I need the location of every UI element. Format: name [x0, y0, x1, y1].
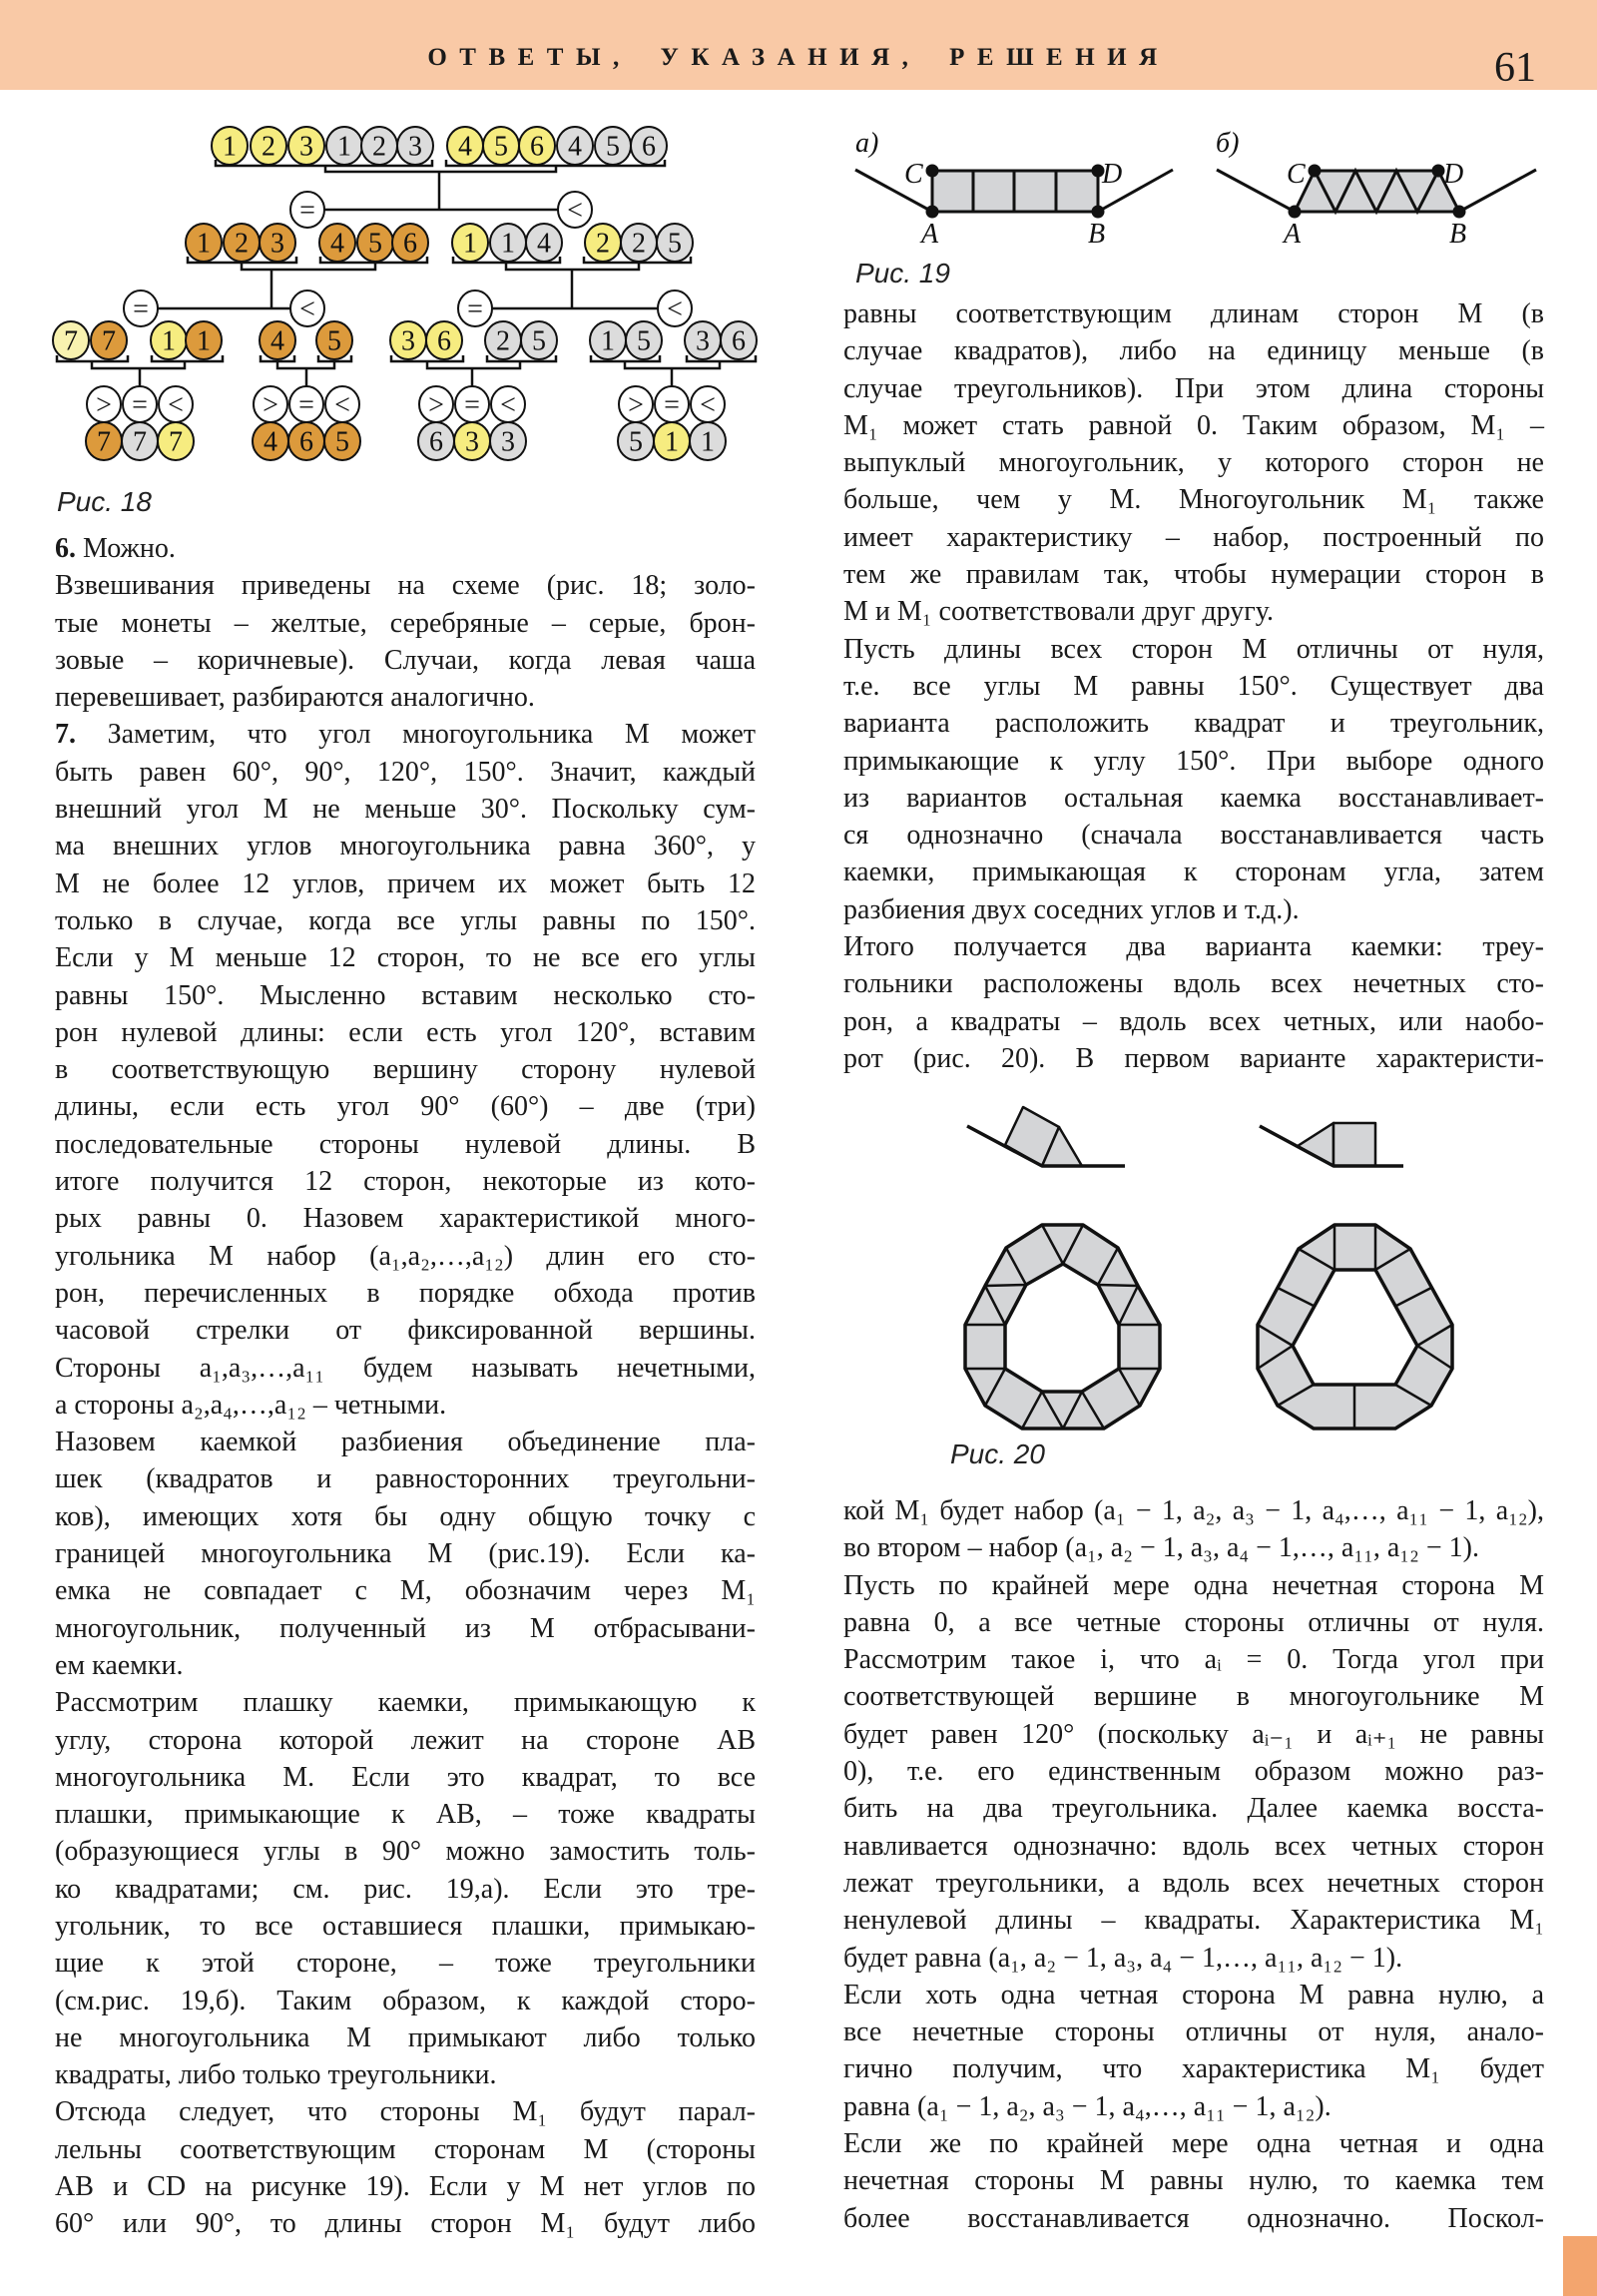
weighing-outcome	[124, 290, 158, 326]
text-line-content: M не более 12 углов, причем их может быть 12	[55, 867, 756, 899]
coin	[324, 422, 360, 460]
coin	[454, 422, 490, 460]
figure-20	[965, 1107, 1452, 1429]
weighing-outcome	[289, 386, 323, 422]
problem-number: 7.	[55, 719, 76, 751]
coin	[618, 422, 654, 460]
pan-bracket	[506, 264, 639, 270]
coin-label: 2	[235, 228, 249, 260]
weighing-outcome	[87, 386, 121, 422]
text-line-content: (см.рис. 19,б). Таким образом, к каждой сторо-	[55, 1985, 756, 2016]
text-line-content: тем же правилам так, чтобы нумерации сторон в	[843, 559, 1544, 591]
text-line-content: выпуклый многоугольник, у которого сторон не	[843, 447, 1544, 479]
coin-label: 7	[97, 426, 111, 458]
figure-19b	[1217, 166, 1536, 217]
text-line-content: более восстанавливается однозначно. Поскол-	[843, 2202, 1544, 2234]
coin-label: 1	[701, 426, 715, 458]
outcome-symbol: =	[664, 389, 680, 421]
weighing-outcome	[290, 290, 324, 326]
coin-label: 5	[494, 131, 508, 163]
text-line-content: границей многоугольника M (рис.19). Если ка-	[55, 1538, 756, 1570]
outcome-symbol: >	[628, 389, 644, 421]
coin-label: 2	[596, 228, 610, 260]
coin	[521, 321, 557, 359]
text-line-content: рон, а квадраты – вдоль всех четных, или наобо-	[843, 1005, 1544, 1037]
coin	[595, 127, 631, 165]
coin	[519, 127, 555, 165]
text-line-content: равна 0, а все четные стороны отличны от нуля.	[843, 1606, 1544, 1638]
text-line-content: Можно.	[76, 533, 176, 564]
text-line-content: 60° или 90°, то длины сторон M₁ будут либо	[55, 2208, 756, 2240]
coin-label: 3	[299, 131, 313, 163]
outcome-symbol: <	[567, 195, 583, 227]
coin	[590, 321, 626, 359]
weighing-outcome	[325, 386, 359, 422]
text-line-content: кой M₁ будет набор (a₁ − 1, a₂, a₃ − 1, a₄,…, a₁₁ − 1, a₁₂),	[843, 1495, 1544, 1526]
coin-label: 3	[401, 325, 415, 357]
coin-label: 1	[501, 228, 515, 260]
coin	[260, 224, 295, 262]
outcome-symbol: <	[700, 389, 716, 421]
weighing-outcome	[455, 386, 489, 422]
outcome-symbol: <	[168, 389, 184, 421]
coin	[557, 127, 593, 165]
coin-label: 4	[264, 426, 277, 458]
text-line-content: шек (квадратов и равносторонних треугольни-	[55, 1463, 756, 1495]
coin	[490, 224, 526, 262]
text-line-content: рон нулевой длины: если есть угол 120°, вставим	[55, 1016, 756, 1048]
weighing-outcome	[159, 386, 193, 422]
text-line-content: будет равен 120° (поскольку aᵢ₋₁ и aᵢ₊₁ не равны	[843, 1718, 1544, 1750]
coin	[326, 127, 362, 165]
coin	[212, 127, 248, 165]
text-line-content: Итого получается два варианта каемки: треу-	[843, 931, 1544, 963]
running-title: ОТВЕТЫ, УКАЗАНИЯ, РЕШЕНИЯ	[427, 44, 1170, 71]
coin	[151, 321, 187, 359]
text-line-content: зовые – коричневые). Случаи, когда левая чаша	[55, 644, 756, 676]
coin	[426, 321, 462, 359]
figure-20-caption: Рис. 20	[950, 1438, 1045, 1469]
text-line-content: итоге получится 12 сторон, некоторые из кото-	[55, 1166, 756, 1198]
text-line-content: равна (a₁ − 1, a₂, a₃ − 1, a₄,…, a₁₁ − 1, a₁₂).	[843, 2090, 1331, 2122]
text-line-content: Если хоть одна четная сторона M равна нулю, а	[843, 1979, 1544, 2010]
weighing-outcome	[619, 386, 653, 422]
weighing-outcome	[655, 386, 689, 422]
weighing-outcome	[691, 386, 725, 422]
text-line-content: только в случае, когда все углы равны по 150°.	[55, 904, 756, 936]
coin	[361, 127, 397, 165]
coin	[91, 321, 127, 359]
coin-label: 6	[437, 325, 451, 357]
coin	[288, 127, 324, 165]
coin-label: 4	[270, 325, 284, 357]
weighing-outcome	[254, 386, 287, 422]
coin-label: 5	[606, 131, 620, 163]
figure-19	[855, 166, 1536, 217]
coin-label: 4	[330, 228, 344, 260]
coin	[418, 422, 454, 460]
text-line-content: M и M₁ соответствовали друг другу.	[843, 596, 1274, 628]
outcome-symbol: =	[464, 389, 480, 421]
text-line-content: Заметим, что угол многоугольника M может	[76, 719, 756, 751]
point-label-b: B	[1088, 219, 1106, 250]
coin	[485, 321, 521, 359]
outcome-symbol: >	[96, 389, 112, 421]
coin	[53, 321, 89, 359]
point-label-d: D	[1102, 159, 1123, 190]
coin	[452, 224, 488, 262]
text-line-content: угольник, то все оставшиеся плашки, примыкаю-	[55, 1910, 756, 1942]
text-line-content: ма внешних углов многоугольника равна 360°, у	[55, 831, 756, 862]
coin-label: 7	[102, 325, 116, 357]
text-line-content: ненулевой длины – квадраты. Характеристика M₁	[843, 1905, 1544, 1937]
coin-label: 6	[429, 426, 443, 458]
text-line-content: случае квадратов), либо на единицу меньше (в	[843, 335, 1544, 367]
coin-label: 7	[133, 426, 147, 458]
point-label-d: D	[1443, 159, 1464, 190]
outcome-symbol: >	[428, 389, 444, 421]
text-line-content: примыкающие к углу 150°. При выборе одного	[843, 745, 1544, 777]
text-line-content: будет равна (a₁, a₂ − 1, a₃, a₄ − 1,…, a₁₁, a₁₂ − 1).	[843, 1942, 1403, 1974]
text-line-content: гольники расположены вдоль всех нечетных сто-	[843, 968, 1544, 1000]
coin	[690, 422, 726, 460]
text-line-content: 0), т.е. его единственным образом можно раз-	[843, 1756, 1544, 1788]
outcome-symbol: >	[263, 389, 278, 421]
coin	[685, 321, 721, 359]
text-line-content: больше, чем у M. Многоугольник M₁ также	[843, 484, 1544, 516]
coin	[319, 224, 355, 262]
figure-19a-label: а)	[855, 128, 879, 159]
border-ring-variant-2	[1258, 1225, 1452, 1429]
text-line-content: ем каемки.	[55, 1649, 184, 1681]
outcome-symbol: <	[667, 293, 683, 325]
coin-label: 5	[637, 325, 651, 357]
text-line-content: а стороны a₂,a₄,…,a₁₂ – четными.	[55, 1389, 447, 1421]
text-line-content: внешний угол M не меньше 30°. Поскольку сум-	[55, 794, 756, 826]
coin	[186, 224, 222, 262]
weighing-outcome	[123, 386, 157, 422]
coin	[526, 224, 562, 262]
text-line-content: во втором – набор (a₁, a₂ − 1, a₃, a₄ − 1,…, a₁₁, a₁₂ − 1).	[843, 1532, 1479, 1564]
coin	[316, 321, 352, 359]
text-line-content: многоугольника M. Если это квадрат, то все	[55, 1761, 756, 1793]
corner-variant-2	[1260, 1123, 1403, 1166]
figure-18-caption: Рис. 18	[57, 486, 152, 517]
border-ring-variant-1	[965, 1225, 1160, 1429]
text-line-content: квадраты, либо только треугольники.	[55, 2059, 497, 2091]
text-line-content: рых равны 0. Назовем характеристикой много-	[55, 1203, 756, 1235]
coin-label: 7	[64, 325, 78, 357]
text-line-content: каемки, примыкающая к сторонам угла, затем	[843, 857, 1544, 888]
coin-label: 6	[642, 131, 656, 163]
text-line-content: ков), имеющих хотя бы одну общую точку с	[55, 1500, 756, 1532]
weighing-outcome	[491, 386, 525, 422]
outcome-symbol: =	[133, 293, 149, 325]
weighing-outcome	[458, 290, 492, 326]
coin-label: 5	[335, 426, 349, 458]
text-line-content: емка не совпадает с M, обозначим через M₁	[55, 1575, 756, 1607]
outcome-symbol: =	[467, 293, 483, 325]
coin	[657, 224, 693, 262]
coin	[186, 321, 222, 359]
text-line-content: не многоугольника M примыкают либо только	[55, 2021, 756, 2053]
coin	[251, 127, 286, 165]
weighing-outcome	[558, 192, 592, 228]
point-label-b: B	[1449, 219, 1467, 250]
outcome-symbol: =	[298, 389, 314, 421]
text-line-content: т.е. все углы M равны 150°. Существует два	[843, 670, 1544, 702]
text-line-content: гично получим, что характеристика M₁ будет	[843, 2053, 1544, 2085]
text-line-content: равны 150°. Мысленно вставим несколько сто-	[55, 979, 756, 1011]
coin	[631, 127, 667, 165]
coin	[224, 224, 260, 262]
problem-number: 6.	[55, 533, 76, 564]
point-label-c: C	[904, 159, 923, 190]
text-line-content: случае треугольников). При этом длина стороны	[843, 372, 1544, 404]
coin-label: 5	[668, 228, 682, 260]
point-label-c: C	[1287, 159, 1306, 190]
coin-label: 2	[372, 131, 386, 163]
text-line-content: имеет характеристику – набор, построенный по	[843, 521, 1544, 553]
coin-label: 1	[197, 228, 211, 260]
coin-label: 4	[537, 228, 551, 260]
text-line-content: ко квадратами; см. рис. 19,а). Если это тре-	[55, 1873, 756, 1905]
text-line-content: все нечетные стороны отличны от нуля, анало-	[843, 2016, 1544, 2048]
text-line-content: плашки, примыкающие к AB, – тоже квадраты	[55, 1799, 756, 1831]
text-line-content: углу, сторона которой лежит на стороне AB	[55, 1724, 756, 1756]
coin-label: 1	[665, 426, 679, 458]
text-line-content: тые монеты – желтые, серебряные – серые, брон-	[55, 607, 756, 639]
coin	[288, 422, 324, 460]
coin	[483, 127, 519, 165]
figure-19-caption: Рис. 19	[855, 258, 950, 288]
text-line-content: Рассмотрим такое i, что aᵢ = 0. Тогда угол при	[843, 1644, 1544, 1676]
text-line-content: многоугольник, полученный из M отбрасывани-	[55, 1612, 756, 1644]
text-line-content: из вариантов остальная каемка восстанавливает-	[843, 782, 1544, 814]
text-line-content: бить на два треугольника. Далее каемка восста-	[843, 1793, 1544, 1825]
text-line-content: лельны соответствующим сторонам M (стороны	[55, 2133, 756, 2165]
coin	[253, 422, 288, 460]
coin-label: 5	[532, 325, 546, 357]
coin-label: 1	[337, 131, 351, 163]
coin-label: 2	[632, 228, 646, 260]
coin	[621, 224, 657, 262]
coin-label: 1	[463, 228, 477, 260]
coin	[390, 321, 426, 359]
figure-19b-label: б)	[1216, 128, 1240, 159]
text-line-content: равны соответствующим длинам сторон M (в	[843, 298, 1544, 329]
pan-bracket	[446, 160, 665, 166]
text-line-content: в соответствующую вершину сторону нулевой	[55, 1054, 756, 1086]
coin-label: 1	[223, 131, 237, 163]
text-line-content: ся однозначно (сначала восстанавливается часть	[843, 820, 1544, 852]
outcome-symbol: =	[299, 195, 315, 227]
coin-label: 2	[262, 131, 275, 163]
text-line-content: варианта расположить квадрат и треугольник,	[843, 708, 1544, 740]
coin-label: 3	[696, 325, 710, 357]
coin	[260, 321, 295, 359]
pan-bracket	[92, 362, 185, 368]
text-line-content: Стороны a₁,a₃,…,a₁₁ будем называть нечетными,	[55, 1352, 756, 1384]
page-number: 61	[1494, 45, 1536, 91]
text-line-content: рот (рис. 20). В первом варианте характеристи-	[843, 1042, 1544, 1074]
coin	[86, 422, 122, 460]
coin-label: 4	[458, 131, 472, 163]
text-line-content: Если же по крайней мере одна четная и одна	[843, 2128, 1544, 2160]
coin	[721, 321, 757, 359]
text-line-content: перевешивает, разбираются аналогично.	[55, 682, 535, 714]
weighing-outcome	[290, 192, 324, 228]
text-line-content: Пусть длины всех сторон M отличны от нуля,	[843, 633, 1544, 665]
coin-label: 6	[299, 426, 313, 458]
text-line-content: лежат треугольники, а вдоль всех нечетных сторон	[843, 1867, 1544, 1899]
coin-label: 6	[530, 131, 544, 163]
coin-label: 6	[403, 228, 417, 260]
pan-bracket	[277, 362, 334, 368]
pan-bracket	[427, 362, 520, 368]
coin-label: 1	[162, 325, 176, 357]
point-label-a: A	[921, 219, 939, 250]
text-line-content: нечетная стороны M равны нулю, то каемка тем	[843, 2165, 1544, 2197]
text-line-content: щие к этой стороне, – тоже треугольники	[55, 1948, 756, 1980]
weighing-outcome	[658, 290, 692, 326]
coin-label: 4	[568, 131, 582, 163]
text-line-content: навливается однозначно: вдоль всех четных сторон	[843, 1830, 1544, 1862]
coin-label: 3	[408, 131, 422, 163]
text-line-content: длины, если есть угол 90° (60°) – две (три)	[55, 1091, 756, 1123]
coin-label: 1	[197, 325, 211, 357]
text-line-content: угольника M набор (a₁,a₂,…,a₁₂) длин его сто-	[55, 1240, 756, 1272]
text-line-content: Назовем каемкой разбиения объединение пла-	[55, 1427, 756, 1458]
text-line-content: Если у M меньше 12 сторон, то не все его углы	[55, 942, 756, 974]
text-line-content: быть равен 60°, 90°, 120°, 150°. Значит, каждый	[55, 756, 756, 788]
coin	[447, 127, 483, 165]
coin-label: 3	[270, 228, 284, 260]
text-line-content: рон, перечисленных в порядке обхода против	[55, 1277, 756, 1309]
coin-label: 7	[169, 426, 183, 458]
coin-label: 5	[368, 228, 382, 260]
text-line-content: M₁ может стать равной 0. Таким образом, M₁ –	[843, 409, 1544, 441]
pan-bracket	[625, 362, 720, 368]
coin-label: 6	[732, 325, 746, 357]
text-line-content: Взвешивания приведены на схеме (рис. 18; золо-	[55, 570, 756, 602]
coin-label: 3	[501, 426, 515, 458]
text-line-content: последовательные стороны нулевой длины. В	[55, 1128, 756, 1160]
text-line-content: (образующиеся углы в 90° можно замостить толь-	[55, 1836, 756, 1868]
text-line-content: Пусть по крайней мере одна нечетная сторона M	[843, 1569, 1544, 1601]
coin	[626, 321, 662, 359]
figure-18-weighing-scheme	[53, 127, 757, 460]
text-line-content: Отсюда следует, что стороны M₁ будут парал-	[55, 2096, 756, 2128]
point-label-a: A	[1284, 219, 1302, 250]
text-line-content: Рассмотрим плашку каемки, примыкающую к	[55, 1687, 756, 1719]
text-line-content: разбиения двух соседних углов и т.д.).	[843, 893, 1300, 925]
pan-bracket	[242, 264, 375, 270]
coin-label: 3	[465, 426, 479, 458]
outcome-symbol: <	[500, 389, 516, 421]
corner-variant-1	[967, 1107, 1125, 1166]
outcome-symbol: <	[334, 389, 350, 421]
coin	[158, 422, 194, 460]
coin	[357, 224, 393, 262]
coin	[654, 422, 690, 460]
pan-bracket	[216, 160, 432, 166]
figure-19a	[855, 166, 1173, 217]
coin-label: 2	[496, 325, 510, 357]
outcome-symbol: =	[132, 389, 148, 421]
outcome-symbol: <	[299, 293, 315, 325]
coin	[392, 224, 428, 262]
text-line-content: соответствующей вершине в многоугольнике M	[843, 1681, 1544, 1713]
coin	[490, 422, 526, 460]
coin-label: 1	[601, 325, 615, 357]
coin-label: 5	[327, 325, 341, 357]
coin-label: 5	[629, 426, 643, 458]
text-line-content: AB и CD на рисунке 19). Если у M нет углов по	[55, 2171, 756, 2203]
coin	[397, 127, 433, 165]
weighing-outcome	[419, 386, 453, 422]
text-line-content: часовой стрелки от фиксированной вершины.	[55, 1315, 756, 1347]
coin	[122, 422, 158, 460]
coin	[585, 224, 621, 262]
